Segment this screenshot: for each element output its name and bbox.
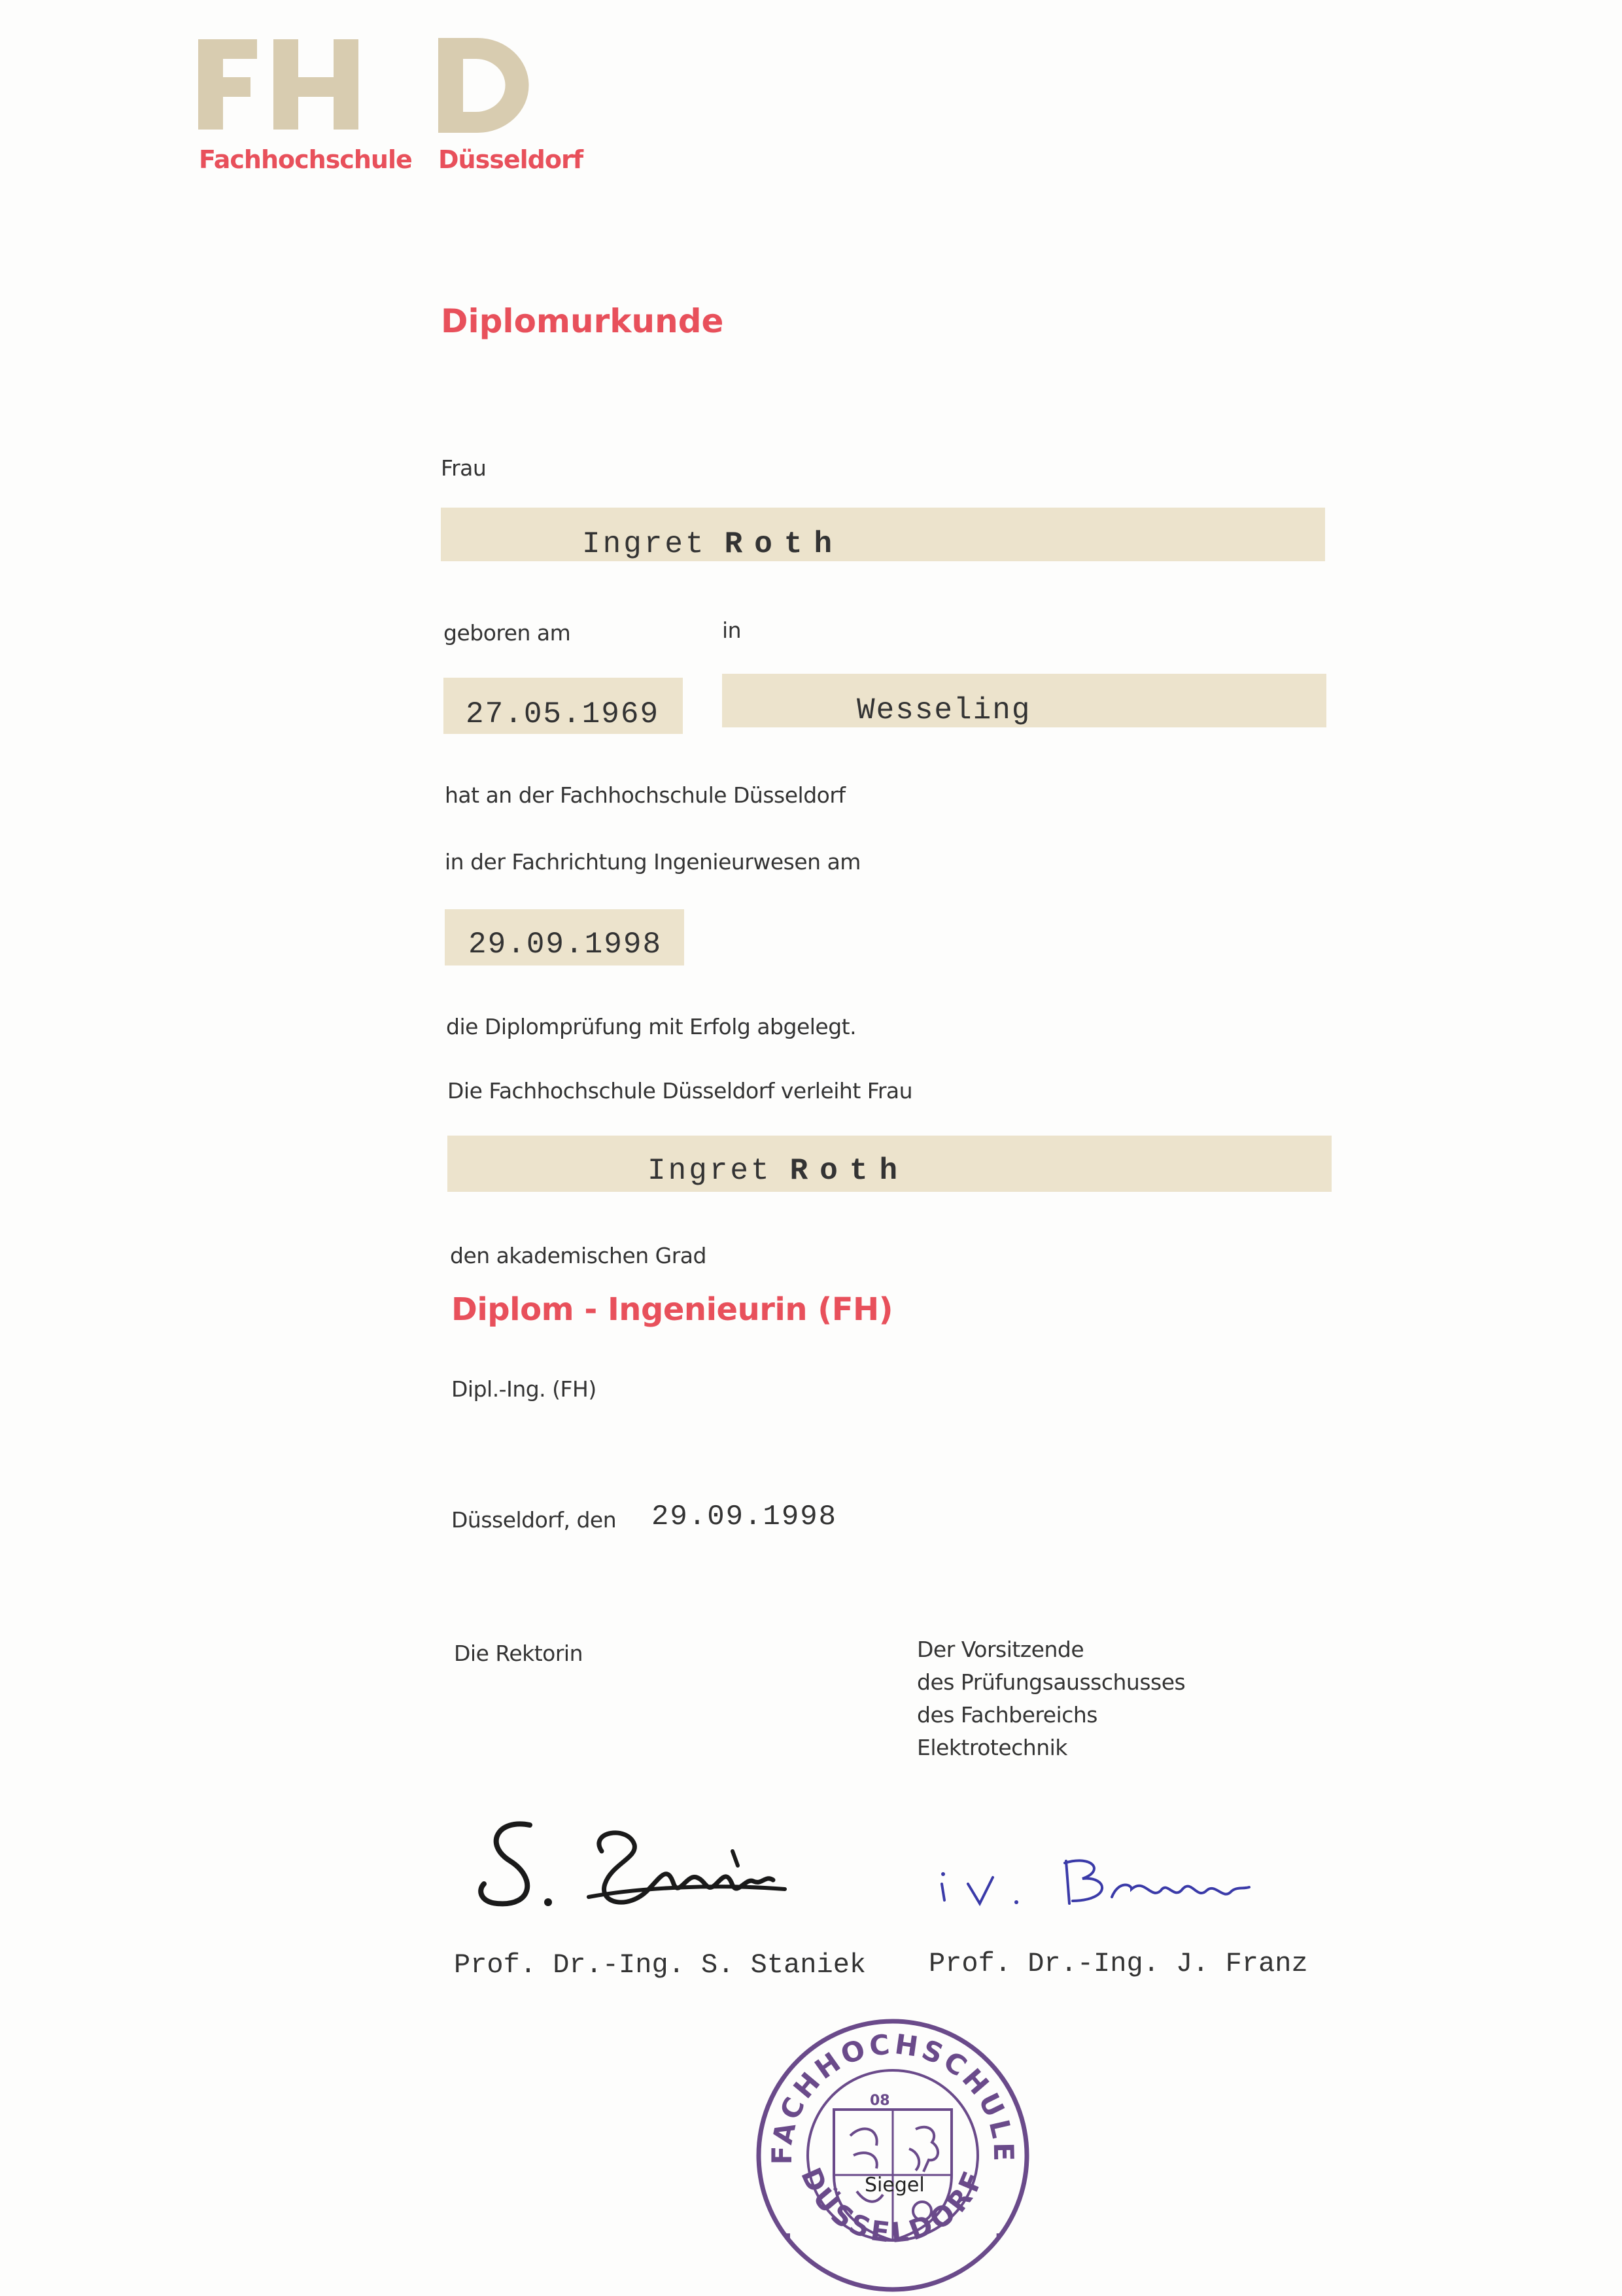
- right-signatory-name: Prof. Dr.-Ing. J. Franz: [929, 1948, 1308, 1979]
- award-line: Die Fachhochschule Düsseldorf verleiht Frau: [447, 1078, 913, 1104]
- logo-label-left: Fachhochschule: [199, 145, 412, 174]
- logo-letter-h-right: [334, 39, 358, 130]
- birth-date-label: geboren am: [443, 620, 571, 646]
- place-date-label: Düsseldorf, den: [451, 1507, 617, 1533]
- exam-date: 29.09.1998: [468, 928, 663, 962]
- svg-text:·: ·: [994, 2223, 1003, 2250]
- degree-title: Diplom - Ingenieurin (FH): [451, 1291, 893, 1328]
- study-line-1: hat an der Fachhochschule Düsseldorf: [445, 782, 846, 808]
- seal-center-label: Siegel: [865, 2174, 925, 2197]
- logo-letter-d: [438, 38, 543, 133]
- recipient-last-name-2: Roth: [789, 1154, 910, 1188]
- left-signatory-name: Prof. Dr.-Ing. S. Staniek: [454, 1949, 867, 1981]
- exam-result: die Diplomprüfung mit Erfolg abgelegt.: [446, 1014, 857, 1039]
- right-signature: [935, 1838, 1275, 1917]
- recipient-name-2: [647, 1154, 909, 1188]
- seal-bottom-text: DÜSSELDORF: [795, 2163, 991, 2250]
- right-role-line-4: Elektrotechnik: [917, 1735, 1067, 1760]
- salutation: Frau: [441, 455, 487, 481]
- degree-intro: den akademischen Grad: [450, 1243, 706, 1268]
- recipient-first-name-2: Ingret: [647, 1154, 772, 1188]
- seal-number: 08: [870, 2093, 890, 2109]
- logo-letter-f-bar-top: [198, 39, 257, 59]
- left-signatory-role: Die Rektorin: [454, 1641, 583, 1666]
- recipient-name-field: [441, 508, 1325, 561]
- right-role-line-3: des Fachbereichs: [917, 1702, 1097, 1728]
- right-role-line-2: des Prüfungsausschusses: [917, 1669, 1186, 1695]
- university-seal: [752, 2015, 1033, 2296]
- logo-label-right: Düsseldorf: [438, 145, 583, 174]
- birth-date: 27.05.1969: [466, 697, 660, 731]
- recipient-first-name: Ingret: [582, 527, 706, 561]
- left-signature: [471, 1812, 811, 1923]
- degree-abbreviation: Dipl.-Ing. (FH): [451, 1376, 596, 1402]
- document-title: Diplomurkunde: [441, 302, 724, 340]
- logo-letter-f-bar-mid: [198, 77, 250, 97]
- place-date-value: 29.09.1998: [651, 1501, 838, 1533]
- recipient-name: [582, 527, 844, 561]
- right-role-line-1: Der Vorsitzende: [917, 1637, 1084, 1662]
- birth-place-label: in: [722, 617, 742, 643]
- study-line-2: in der Fachrichtung Ingenieurwesen am: [445, 849, 861, 875]
- birth-place: Wesseling: [857, 693, 1031, 727]
- svg-text:·: ·: [784, 2223, 793, 2250]
- recipient-last-name: Roth: [724, 527, 844, 561]
- seal-top-text: FACHHOCHSCHULE: [765, 2028, 1020, 2165]
